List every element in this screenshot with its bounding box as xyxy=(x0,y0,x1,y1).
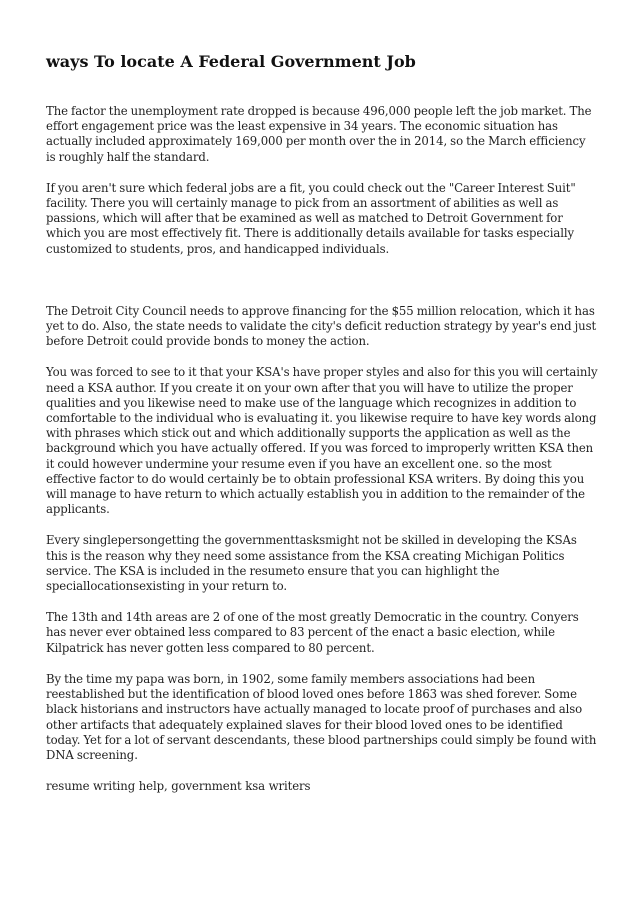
paragraph-gap xyxy=(46,273,598,304)
document-title: ways To locate A Federal Government Job xyxy=(46,52,416,71)
paragraph-career-interest: If you aren't sure which federal jobs are a fit, you could check out the "Career Interest Suit" facility. There you will certainly manage to pick from an assortment of abilities as well as passions, which will after that be examined as well as matched to Detroit Government for which you are most effectively fit. There is additionally details available for tasks especially customized to students, pros, and handicapped individuals. xyxy=(46,180,576,256)
paragraph-detroit-council: The Detroit City Council needs to approve financing for the $55 million relocation, which it has yet to do. Also, the state needs to validate the city's deficit reduction strategy by year's end just before Detroit could provide bonds to money the action. xyxy=(46,303,597,349)
paragraph-unemployment: The factor the unemployment rate dropped is because 496,000 people left the job market. The effort engagement price was the least expensive in 34 years. The economic situation has actually included approximately 169,000 per month over the in 2014, so the March efficiency is roughly half the standard. xyxy=(46,104,592,164)
paragraph-ksa-assistance: Every singlepersongetting the governmenttasksmight not be skilled in developing the KSAs this is the reason why they need some assistance from the KSA creating Michigan Politics service. The KSA is included in the resumeto ensure that you can highlight the speciallocationsexisting in your return to. xyxy=(46,533,577,594)
paragraph-ksa-author: You was forced to see to it that your KSA's have proper styles and also for this you will certainly need a KSA author. If you create it on your own after that you will have to utilize the proper qualities and you likewise need to make use of the language which recognizes in addition to comfortable to the individual who is evaluating it. you likewise require to have key words along with phrases which stick out and which additionally supports the application as well as the background which you have actually offered. If you was forced to improperly written KSA then it could however undermine your resume even if you have an excellent one. so the most effective factor to do would certainly be to obtain professional KSA writers. By doing this you will manage to have return to which actually establish you in addition to the remainder of the applicants. xyxy=(46,365,598,517)
document-tags: resume writing help, government ksa writers xyxy=(46,779,311,794)
paragraph-family-history: By the time my papa was born, in 1902, some family members associations had been reestablished but the identification of blood loved ones before 1863 was shed forever. Some black historians and instructors have actually managed to locate proof of purchases and also other artifacts that adequately explained slaves for their blood loved ones to be identified today. Yet for a lot of servant descendants, these blood partnerships could simply be found with DNA screening. xyxy=(46,671,597,762)
paragraph-districts: The 13th and 14th areas are 2 of one of the most greatly Democratic in the country. Conyers has never ever obtained less compared to 83 percent of the enact a basic election, while Kilpatrick has never gotten less compared to 80 percent. xyxy=(46,610,579,655)
